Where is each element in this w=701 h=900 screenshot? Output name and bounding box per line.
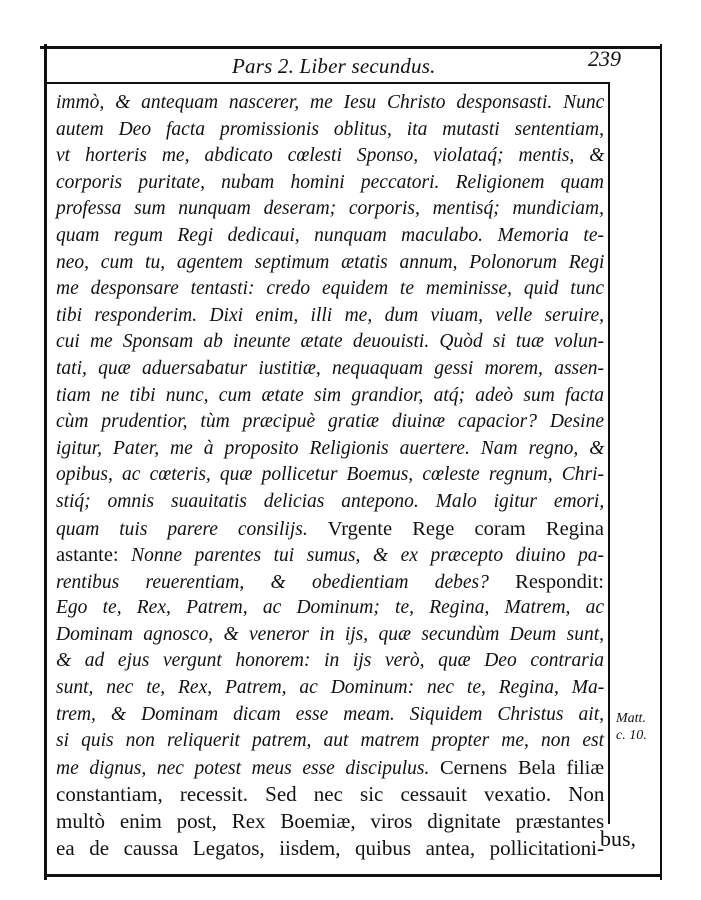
text-line: stiq́; omnis suauitatis delicias antepono. Malo igitur emori,	[56, 490, 605, 512]
text-line: igitur, Pater, me à proposito Religionis auertere. Nam regno, &	[56, 437, 605, 459]
text-line: multò enim post, Rex Boemiæ, viros dignitate præstantes	[56, 809, 605, 834]
text-line: professa sum nunquam deseram; corporis, mentisq́; mundiciam,	[56, 198, 604, 220]
text-line: cùm prudentior, tùm præcipuè gratiæ diuinæ capacior? Desine	[56, 411, 604, 433]
text-line: & ad ejus vergunt honorem: in ijs verò, quæ Deo contraria	[56, 650, 604, 672]
text-line: tiam ne tibi nunc, cum ætate sim grandior, atq́; adeò sum facta	[56, 384, 605, 406]
text-line: Dominam agnosco, & veneror in ijs, quæ secundùm Deum sunt,	[56, 623, 604, 645]
bottom-rule	[44, 874, 662, 877]
text-line: constantiam, recessit. Sed nec sic cessauit vexatio. Non	[56, 782, 605, 807]
running-head: Pars 2. Liber secundus.	[232, 54, 436, 78]
marginal-note	[616, 710, 660, 744]
text-line: tati, quæ aduersabatur iustitiæ, nequaquam gessi morem, assen-	[56, 357, 605, 379]
text-line: astante: Nonne parentes tui sumus, & ex præcepto diuino pa-	[56, 544, 604, 567]
text-line: Ego te, Rex, Patrem, ac Dominum; te, Regina, Matrem, ac	[56, 597, 605, 619]
text-line: quam tuis parere consilijs. Vrgente Rege coram Regina	[56, 517, 604, 540]
text-line: me desponsare tentasti: credo equidem te meminisse, quid tunc	[56, 278, 604, 300]
catchword: bus,	[600, 826, 637, 851]
text-line: ea de caussa Legatos, iisdem, quibus antea, pollicitationi-	[56, 835, 604, 860]
text-line: quam regum Regi dedicaui, nunquam maculabo. Memoria te-	[56, 224, 604, 246]
text-line: me dignus, nec potest meus esse discipulus. Cernens Bela filiæ	[56, 756, 605, 779]
text-line: vt horteris me, abdicato cœlesti Sponso, violataq́; mentis, &	[56, 145, 605, 167]
text-line: sunt, nec te, Rex, Patrem, ac Dominum: nec te, Regina, Ma-	[56, 677, 605, 699]
text-line: neo, cum tu, agentem septimum ætatis annum, Polonorum Regi	[56, 251, 605, 273]
text-line: tibi responderim. Dixi enim, illi me, dum viuam, velle seruire,	[56, 304, 604, 326]
text-line: immò, & antequam nascerer, me Iesu Christo desponsasti. Nunc	[56, 92, 605, 113]
text-line: rentibus reuerentiam, & obedientiam debes? Respondit:	[56, 570, 604, 593]
marginal-note-book: Matt.	[616, 711, 646, 726]
text-line: opibus, ac cœteris, quæ pollicetur Boemus, cœleste regnum, Chri-	[56, 464, 604, 486]
body-text	[56, 90, 604, 861]
page-number: 239	[588, 46, 621, 71]
top-rule	[40, 46, 662, 49]
text-line: corporis puritate, nubam homini peccatori. Religionem quam	[56, 171, 604, 193]
header-rule	[44, 82, 610, 84]
text-line: si quis non reliquerit patrem, aut matrem propter me, non est	[56, 730, 604, 752]
text-line: trem, & Dominam dicam esse meam. Siquidem Christus ait,	[56, 703, 604, 725]
text-line: autem Deo facta promissionis oblitus, ita mutasti sententiam,	[56, 118, 604, 140]
marginal-note-chapter: c. 10.	[616, 728, 647, 743]
margin-rule	[608, 84, 610, 824]
text-line: cui me Sponsam ab ineunte ætate deuouisti. Quòd si tuæ volun-	[56, 331, 604, 353]
